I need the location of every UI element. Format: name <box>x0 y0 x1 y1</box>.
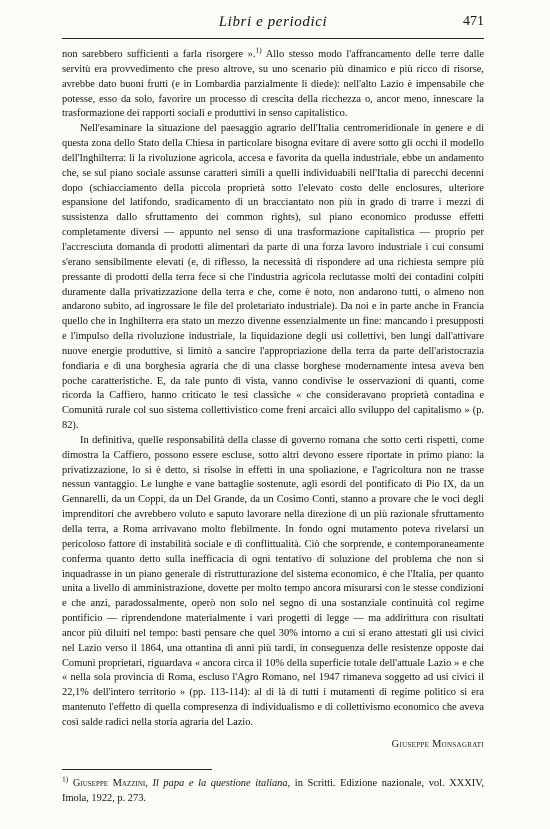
page-header <box>62 12 484 39</box>
footnote-reference: 1) <box>255 45 262 55</box>
footnote-divider <box>62 769 212 770</box>
review-body <box>62 45 485 752</box>
footnote: $^{1)}$ Giuseppe Mazzini, Il papa e la questione italiana, in Scritti. Edizione nazionale, vol. XXXIV, Imola, 1922, p. 273. <box>62 774 484 804</box>
paragraph-1-rest: Allo stesso modo l'affrancamento delle terre dalle servitù era provvedimento che preso altrove, su uno scenario più dinamico e più ricco di risorse, avrebbe dato buoni frutti (e in Lombardia parzialmente li diede): nell'alto Lazio è impensabile che potesse, esso da solo, favorire un processo di crescita della ricchezza o, ancor meno, innescare la trasformazione dei rapporti sociali e produttivi in senso capitalistico. <box>62 49 485 120</box>
paragraph-1-start: non sarebbero sufficienti a farla risorgere ». <box>62 49 256 60</box>
paragraph-1 <box>62 45 485 122</box>
paragraph-2: Nell'esaminare la situazione del paesaggio agrario dell'Italia centromeridionale in genere e di questa zona dello Stato della Chiesa in particolare bisogna evitare di avere sotto gli occhi il modello dell'Inghilterra: lì la rivoluzione agricola, accesa e favorita da quella industriale, ebbe un andamento che, se sul piano sociale assunse caratteri simili a quelli individuabili nell'Italia di parecchi decenni dopo (schiacciamento della piccola proprietà sotto l'elevato costo delle enclosures, ulteriore espansione del latifondo, sradicamento di un bracciantato non più in grado di trarre i mezzi di sussistenza dallo sfruttamento dei common rights), sul piano economico produsse effetti completamente diversi — appunto nel senso di una trasformazione capitalistica — proprio per l'accresciuta domanda di prodotti alimentari da parte di una forza lavoro industriale i cui consumi s'erano sensibilmente elevati (e, di riflesso, la necessità di rispondere ad una richiesta sempre più pressante di prodotti della terra fece sì che l'industria agricola reclutasse molti dei contadini colpiti duramente dalla privatizzazione della terra e che, come è noto, non andarono tutti, o almeno non andarono subito, ad ingrossare le file del proletariato industriale). Da noi e in parte anche in Francia quello che in Inghilterra era stato un mezzo divenne essenzialmente un fine: mancando i presupposti e l'impulso della rivoluzione industriale, la liquidazione degli usi collettivi, ben lungi dall'attivare nuove energie produttive, si limitò a sancire l'appropriazione della terra da parte dell'aristocrazia fondiaria e di una borghesia agraria che di una classe borghese modernamente intesa aveva ben poche caratteristiche. E, da tale punto di vista, vanno condivise le osservazioni di quanti, come ricorda la Caffiero, hanno criticato le tesi classiche « che consideravano proprietà contadina e Comunità rurale col suo sistema collettivistico come freni arcaici allo sviluppo del capitalismo » (p. 82). <box>62 123 484 432</box>
paragraph-3: In definitiva, quelle responsabilità della classe di governo romana che sotto certi rispetti, come dimostra la Caffiero, possono essere escluse, sotto altri devono essere riportate in primo piano: la privatizzazione, lo si è detto, si risolse in effetti in una spoliazione, e l'agricoltura non ne trasse nessun vantaggio. Le lunghe e vane battaglie sostenute, agli esordi del pontificato di Pio IX, da un Gennarelli, da un Coppi, da un Del Grande, da un Cosimo Conti, stanno a provare che le voci degli imprenditori che avrebbero voluto e saputo lavorare nella direzione di un più razionale sfruttamento della terra, a Roma arrivavano molto flebilmente. In fondo ogni mutamento poteva rivelarsi un pericoloso fattore di instabilità sociale e di conflittualità. Ciò che sorprende, e contemporaneamente conferma quanto detto sulla inefficacia di ogni tentativo di soluzione del problema che non si inquadrasse in un piano generale di ristrutturazione del sistema economico, è che l'Italia, per quanto unita a livello di amministrazione, dovette per molto tempo ancora misurarsi con le stesse condizioni e che anzi, paradossalmente, operò non solo nel segno di una sostanziale continuità col regime pontificio — riprendendone materialmente i vari progetti di legge — ma addirittura con risultati ancor più diluiti nel tempo: basti pensare che quel 30% intorno a cui si erano attestati gli usi civici nel Lazio verso il 1864, una ottantina di anni più tardi, in conseguenza delle resistenze opposte dai Comuni proprietari, riguardava « ancora circa il 10% della superficie totale dell'attuale Lazio » e che « nella sola provincia di Roma, escluso l'Agro Romano, nel 1947 rimaneva soggetto ad usi civici il 22,1% dell'intero territorio » (pp. 113-114): al di là di tutti i mutamenti di regime politico si era mantenuto l'effetto di quella compresenza di individualismo e di collettivismo economico che aveva così salde radici nella storia agraria del Lazio. <box>62 434 484 728</box>
footnote-number: 1) <box>62 774 69 784</box>
author-signature: Giuseppe Monsagrati <box>391 738 484 750</box>
footnote-title: Il papa e la questione italiana <box>152 778 288 789</box>
footnote-author: Giuseppe Mazzini <box>72 778 146 789</box>
footnote-citation: , in Scritti. Edizione nazionale, vol. XXXIV, Imola, 1922, p. 273. <box>62 778 484 804</box>
page-number: 471 <box>463 14 484 29</box>
running-head: Libri e periodici <box>218 14 328 30</box>
